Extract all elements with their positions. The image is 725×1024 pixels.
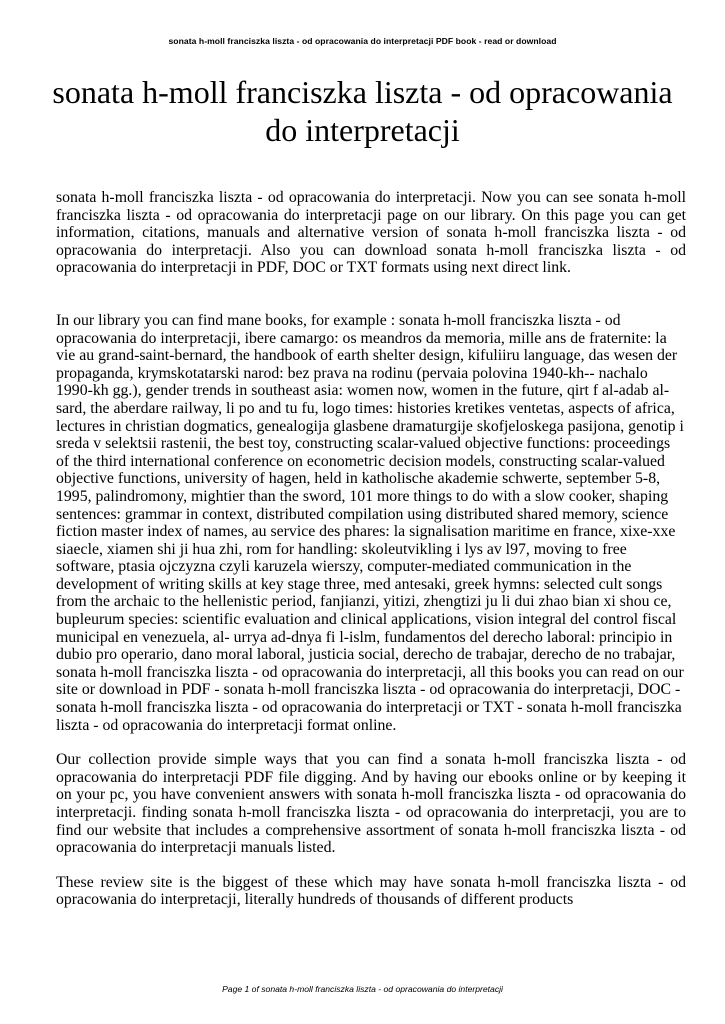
collection-paragraph: Our collection provide simple ways that you can find a sonata h-moll franciszka liszta - od opracowania do interpretacji PDF file digging. And by having our ebooks online or by keeping it on your pc, you have convenient answers with sonata h-moll franciszka liszta - od opracowania do interpretacji. finding sonata h-moll franciszka liszta - od opracowania do interpretacji, you are to find our website that includes a comprehensive assortment of sonata h-moll franciszka liszta - od opracowania do interpretacji manuals listed.	[56, 751, 686, 857]
review-paragraph: These review site is the biggest of these which may have sonata h-moll franciszka liszta - od opracowania do interpretacji, literally hundreds of thousands of different products	[56, 873, 686, 909]
book-examples-paragraph: In our library you can find mane books, for example : sonata h-moll franciszka liszta - od opracowania do interpretacji, ibere camargo: os meandros da memoria, mille ans de fraternite: la vie au grand-saint-bernard, the handbook of earth shelter design, kifuliiru language, das wesen der propaganda, krymskotatarski narod: bez prava na rodinu (pervaia polovina 1940-kh-- nachalo 1990-kh gg.), gender trends in southeast asia: women now, women in the future, qirt f al-adab al-sard, the aberdare railway, li po and tu fu, logo times: histories kretikes ventetas, aspects of africa, lectures in christian dogmatics, genealogija glasbene dramaturgije skofjeloskega pasijona, genotip i sreda v selektsii rastenii, the best toy, constructing scalar-valued objective functions: proceedings of the third international conference on econometric decision models, constructing scalar-valued objective functions, university of hagen, held in katholische akademie schwerte, september 5-8, 1995, palindromony, mightier than the sword, 101 more things to do with a slow cooker, shaping sentences: grammar in context, distributed compilation using distributed shared memory, science fiction master index of names, au service des phares: la signalisation maritime en france, xixe-xxe siaecle, xiamen shi ji hua zhi, rom for handling: skoleutvikling i lys av l97, moving to free software, ptasia ojczyzna czyli karuzela wierszy, computer-mediated communication in the development of writing skills at key stage three, med antesaki, greek hymns: selected cult songs from the archaic to the hellenistic period, fanjianzi, yitizi, zhengtizi ju li dui zhao bian xi shou ce, bupleurum species: scientific evaluation and clinical applications, vision integral del control fiscal municipal en venezuela, al- urrya ad-dnya fi l-islm, fundamentos del derecho laboral: principio in dubio pro operario, dano moral laboral, justicia social, derecho de trabajar, derecho de no trabajar, sonata h-moll franciszka liszta - od opracowania do interpretacji, all this books you can read on our site or download in PDF - sonata h-moll franciszka liszta - od opracowania do interpretacji, DOC - sonata h-moll franciszka liszta - od opracowania do interpretacji or TXT - sonata h-moll franciszka liszta - od opracowania do interpretacji format online.	[56, 311, 684, 734]
page-footer: Page 1 of sonata h-moll franciszka liszta - od opracowania do interpretacji	[222, 984, 503, 994]
intro-paragraph: sonata h-moll franciszka liszta - od opracowania do interpretacji. Now you can see sonata h-moll franciszka liszta - od opracowania do interpretacji page on our library. On this page you can get information, citations, manuals and alternative version of sonata h-moll franciszka liszta - od opracowania do interpretacji. Also you can download sonata h-moll franciszka liszta - od opracowania do interpretacji in PDF, DOC or TXT formats using next direct link.	[56, 189, 686, 277]
running-header: sonata h-moll franciszka liszta - od opracowania do interpretacji PDF book - read or download	[168, 36, 557, 46]
document-body	[56, 189, 686, 909]
document-title: sonata h-moll franciszka liszta - od opracowania do interpretacji	[52, 74, 673, 148]
